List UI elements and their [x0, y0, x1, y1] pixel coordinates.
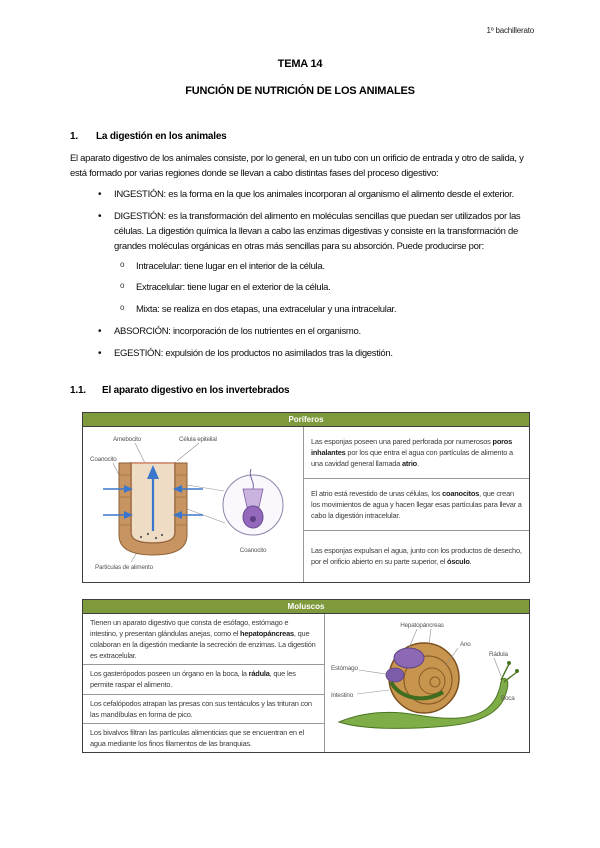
label-intestino: Intestino: [331, 691, 354, 699]
label-coanocito: Coanocito: [90, 455, 117, 463]
poriferos-text-cell: [304, 530, 529, 582]
title-block: [0, 0, 600, 97]
moluscos-paragraph-3: Los cefalópodos atrapan las presas con sus tentáculos y las trituran con las mandíbulas en forma de pico.: [90, 698, 312, 719]
bullet-list: [96, 187, 532, 361]
intro-paragraph: El aparato digestivo de los animales consiste, por lo general, en un tubo con un orificio de entrada y otro de salida, y está formado por varias regiones donde se llevan a cabo distintas fases del proceso digestivo:: [70, 153, 524, 179]
moluscos-paragraph-4: Los bivalvos filtran las partículas alimenticias que se encuentran en el agua mediante los finos filamentos de las branquias.: [90, 727, 305, 748]
poriferos-paragraph-2: El atrio está revestido de unas células, los coanocitos, que crean los movimientos de agua y hacen llegar esas partículas para llevar a cabo la digestión intracelular.: [311, 488, 522, 520]
leader-line: [177, 443, 199, 461]
sub-bullet-list: [118, 260, 532, 316]
leader-line: [429, 629, 431, 644]
bullet-text: ABSORCIÓN: incorporación de los nutrientes en el organismo.: [114, 325, 361, 337]
hepatopancreas-organ: [394, 648, 424, 668]
label-coanocito-zoom: Coanocito: [239, 546, 267, 554]
moluscos-text-column: [83, 614, 324, 752]
bullet-item-ingestion: [96, 187, 532, 202]
bullet-item-digestion: [96, 209, 532, 316]
snail-diagram: [329, 618, 525, 738]
label-estomago: Estómago: [331, 664, 358, 672]
poriferos-text-column: [303, 427, 529, 582]
leader-line: [357, 690, 389, 694]
corner-note: 1º bachillerato: [486, 26, 534, 35]
moluscos-box: [82, 599, 530, 753]
label-amebocito: Amebocito: [113, 435, 141, 443]
moluscos-header: Moluscos: [83, 600, 529, 614]
poriferos-paragraph-1: Las esponjas poseen una pared perforada por numerosos poros inhalantes por los que entra el agua con partículas de alimento a una cavidad general llamada atrio.: [311, 436, 513, 468]
bullet-text: DIGESTIÓN: es la transformación del alimento en moléculas sencillas que puedan ser utilizados por las células. La digestión química la llevan a cabo las enzimas digestivas y consiste en la transformación de grandes moléculas orgánicas en otras más sencillas para su absorción. Puede producirse por:: [114, 211, 521, 252]
poriferos-paragraph-3: Las esponjas expulsan el agua, junto con los productos de desecho, por el orificio abierto en su parte superior, el ósculo.: [311, 546, 522, 567]
zoom-line: [187, 485, 224, 491]
leader-line: [359, 670, 386, 674]
water-flow-arrows: [103, 465, 203, 531]
label-ano: Ano: [460, 640, 471, 648]
snail-illustration: [324, 614, 529, 752]
sponge-illustration: [83, 427, 303, 582]
sub-bullet-extracelular: o Extracelular: tiene lugar en el exterior de la célula.: [118, 281, 532, 294]
section-title: La digestión en los animales: [96, 131, 227, 142]
label-particulas-alimento: Partículas de alimento: [95, 563, 153, 571]
label-radula: Rádula: [489, 650, 508, 658]
poriferos-text-cell: [304, 427, 529, 478]
bullet-text: INGESTIÓN: es la forma en la que los animales incorporan al organismo el alimento desde el exterior.: [114, 189, 514, 200]
moluscos-paragraph-1: Tienen un aparato digestivo que consta de esófago, estómago e intestino, y presentan glándulas anejas, como el hepatopáncreas, que colaboran en la digestión mediante la secreción de enzimas. La digestión es extracelular.: [90, 617, 316, 661]
bullet-item-egestion: [96, 346, 532, 361]
leader-line: [494, 658, 501, 676]
stomach-organ: [386, 668, 404, 682]
moluscos-text-cell: [83, 614, 324, 664]
label-hepatopancreas: Hepatopáncreas: [400, 621, 444, 629]
sub-bullet-intracelular: o Intracelular: tiene lugar en el interior de la célula.: [118, 260, 532, 273]
moluscos-paragraph-2: Los gasterópodos poseen un órgano en la boca, la rádula, que les permite raspar el alimento.: [90, 669, 296, 690]
subsection-heading: [70, 385, 530, 396]
subsection-title: El aparato digestivo en los invertebrados: [102, 384, 290, 396]
document-title-line2: FUNCIÓN DE NUTRICIÓN DE LOS ANIMALES: [185, 85, 415, 97]
label-celula-epitelial: Célula epitelial: [179, 435, 217, 443]
leader-line: [135, 443, 145, 463]
zoom-line: [187, 509, 225, 523]
section-heading: [70, 131, 530, 142]
section-number: 1.: [70, 131, 78, 142]
sponge-diagram: [87, 431, 299, 573]
document-title-line1: TEMA 14: [277, 58, 323, 70]
bullet-text: EGESTIÓN: expulsión de los productos no asimilados tras la digestión.: [114, 347, 393, 359]
poriferos-text-cell: [304, 478, 529, 530]
sub-bullet-mixta: o Mixta: se realiza en dos etapas, una extracelular y una intracelular.: [118, 303, 532, 316]
poriferos-box: [82, 412, 530, 583]
moluscos-text-cell: [83, 664, 324, 693]
moluscos-text-cell: [83, 723, 324, 752]
bullet-item-absorcion: [96, 324, 532, 339]
poriferos-header: Poríferos: [83, 413, 529, 427]
label-boca: Boca: [501, 694, 515, 702]
subsection-number: 1.1.: [70, 384, 86, 396]
moluscos-text-cell: [83, 694, 324, 723]
